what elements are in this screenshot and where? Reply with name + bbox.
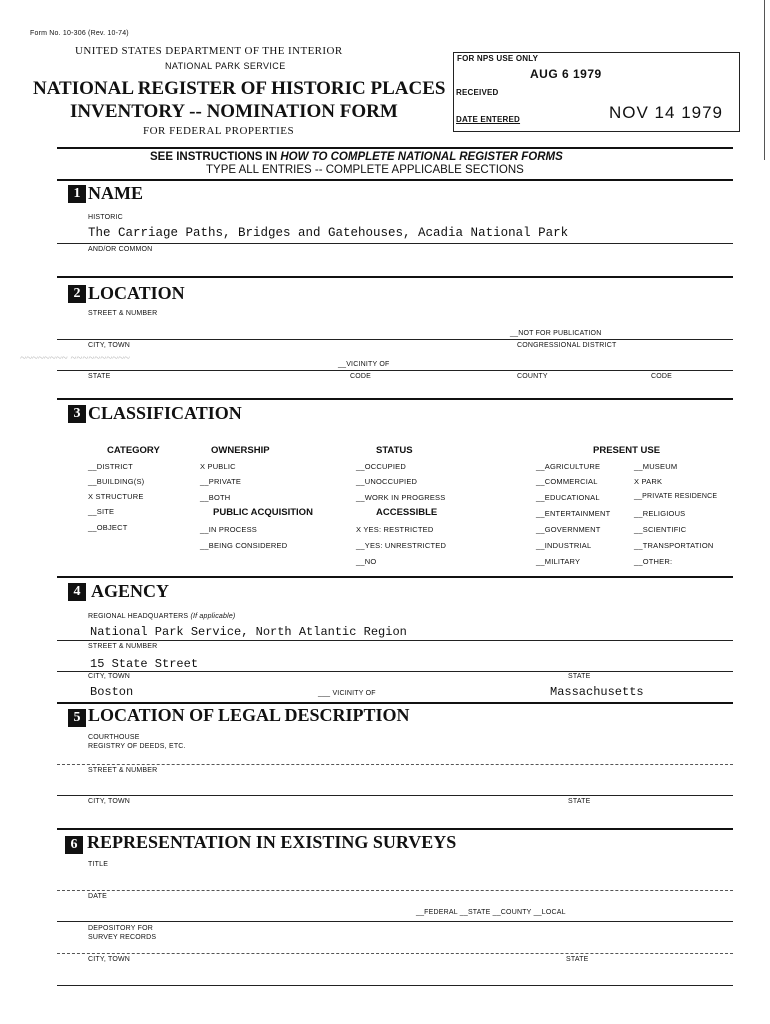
ownership-header: OWNERSHIP [211,445,270,456]
survey-level-options[interactable]: __FEDERAL __STATE __COUNTY __LOCAL [416,909,566,916]
regional-hq-text: REGIONAL HEADQUARTERS [88,613,189,620]
street-number-label-5: STREET & NUMBER [88,767,158,774]
regional-hq-label [88,613,235,620]
street-line-5 [57,795,733,796]
use-option[interactable]: __TRANSPORTATION [634,541,714,550]
use-option[interactable]: __INDUSTRIAL [536,541,592,550]
section-3-number: 3 [68,405,86,423]
use-option[interactable]: __ENTERTAINMENT [536,509,611,518]
state-label: STATE [88,373,111,380]
status-option[interactable]: __UNOCCUPIED [356,477,418,486]
acquisition-option[interactable]: __BEING CONSIDERED [200,541,288,550]
category-option[interactable]: __SITE [88,507,115,516]
section-4-rule [57,576,733,578]
instructions-reference: HOW TO COMPLETE NATIONAL REGISTER FORMS [280,151,563,163]
state-label-4: STATE [568,673,591,680]
nps-box-heading: FOR NPS USE ONLY [457,54,539,63]
use-option[interactable]: __SCIENTIFIC [634,525,687,534]
survey-date-line [57,921,733,922]
instructions-line-1 [150,151,563,163]
section-6-rule [57,828,733,830]
instructions-line-2: TYPE ALL ENTRIES -- COMPLETE APPLICABLE SECTIONS [206,164,524,176]
form-number: Form No. 10-306 (Rev. 10-74) [30,30,129,37]
state-label-6: STATE [566,956,589,963]
category-option[interactable]: __BUILDING(S) [88,477,145,486]
code-label: CODE [350,373,372,380]
form-subtitle: INVENTORY -- NOMINATION FORM [70,101,398,122]
category-option[interactable]: __OBJECT [88,523,128,532]
section-5-number: 5 [68,709,86,727]
vicinity-text: VICINITY OF [346,361,390,368]
category-option[interactable]: X STRUCTURE [88,492,144,501]
registry-label: REGISTRY OF DEEDS, ETC. [88,743,186,750]
section-1-title: NAME [88,183,143,203]
use-option[interactable]: __EDUCATIONAL [536,493,600,502]
received-stamp: AUG 6 1979 [530,67,602,81]
street-line-4 [57,671,733,672]
section-2-title: LOCATION [88,283,185,303]
not-for-publication-label: __NOT FOR PUBLICATION [510,330,602,337]
use-option[interactable]: __MUSEUM [634,462,678,471]
use-option[interactable]: X PARK [634,477,663,486]
city-town-label-5: CITY, TOWN [88,798,131,805]
faint-city-entry: ~~~~~~~~ ~~~~~~~~~~ [20,352,130,364]
use-option[interactable]: __OTHER: [634,557,673,566]
section-5-title: LOCATION OF LEGAL DESCRIPTION [88,705,410,725]
accessible-option[interactable]: __YES: UNRESTRICTED [356,541,447,550]
section-6-title: REPRESENTATION IN EXISTING SURVEYS [87,832,457,852]
street-line [57,339,733,340]
section-1-number: 1 [68,185,86,203]
city-town-label: CITY, TOWN [88,342,131,349]
street-number-label-4: STREET & NUMBER [88,643,158,650]
use-option[interactable]: __GOVERNMENT [536,525,601,534]
accessible-header: ACCESSIBLE [376,507,438,518]
section-3-title: CLASSIFICATION [88,403,242,423]
courthouse-label: COURTHOUSE [88,734,140,741]
form-scope: FOR FEDERAL PROPERTIES [143,125,295,137]
historic-name-field[interactable]: The Carriage Paths, Bridges and Gatehouses, Acadia National Park [88,226,569,240]
section-4-title: AGENCY [91,581,170,601]
vicinity-label: __VICINITY OF [338,361,390,368]
entered-stamp: NOV 14 1979 [609,103,724,122]
section-6-number: 6 [65,836,83,854]
category-header: CATEGORY [107,445,160,456]
street-number-label: STREET & NUMBER [88,310,158,317]
use-option[interactable]: __COMMERCIAL [536,477,598,486]
section-3-rule [57,398,733,400]
acquisition-option[interactable]: __IN PROCESS [200,525,258,534]
section-5-rule [57,702,733,704]
form-title: NATIONAL REGISTER OF HISTORIC PLACES [33,78,446,99]
city-field-4[interactable]: Boston [90,685,134,699]
county-label: COUNTY [517,373,548,380]
survey-title-line [57,890,733,891]
category-option[interactable]: __DISTRICT [88,462,133,471]
regional-hq-line [57,640,733,641]
header-rule [57,147,733,149]
city-town-label-4: CITY, TOWN [88,673,131,680]
use-option[interactable]: __AGRICULTURE [536,462,601,471]
section-2-rule [57,276,733,278]
depository-line [57,953,733,954]
depository-label-2: SURVEY RECORDS [88,934,157,941]
not-for-publication-text: NOT FOR PUBLICATION [518,330,602,337]
service-name: NATIONAL PARK SERVICE [165,61,286,71]
status-option[interactable]: __WORK IN PROGRESS [356,493,446,502]
ownership-option[interactable]: __PRIVATE [200,477,242,486]
city-town-label-6: CITY, TOWN [88,956,131,963]
section-4-number: 4 [68,583,86,601]
congressional-district-label: CONGRESSIONAL DISTRICT [517,342,617,349]
status-header: STATUS [376,445,413,456]
vicinity-text-4: VICINITY OF [332,690,376,697]
section-2-number: 2 [68,285,86,303]
common-label: AND/OR COMMON [88,246,153,253]
use-option[interactable]: __MILITARY [536,557,581,566]
nps-use-box [453,52,740,132]
registry-line [57,764,733,765]
received-label: RECEIVED [456,88,499,97]
accessible-option[interactable]: X YES: RESTRICTED [356,525,434,534]
public-acquisition-header: PUBLIC ACQUISITION [213,507,313,518]
ownership-option[interactable]: __BOTH [200,493,231,502]
historic-line [57,243,733,244]
historic-label: HISTORIC [88,214,123,221]
regional-hq-field[interactable]: National Park Service, North Atlantic Region [90,625,407,639]
survey-date-label: DATE [88,893,107,900]
use-option[interactable]: __PRIVATE RESIDENCE [634,493,718,500]
ownership-option[interactable]: X PUBLIC [200,462,236,471]
city-line [57,370,733,371]
use-option[interactable]: __RELIGIOUS [634,509,686,518]
county-code-label: CODE [651,373,673,380]
status-option[interactable]: __OCCUPIED [356,462,406,471]
section-1-rule [57,179,733,181]
street-field-4[interactable]: 15 State Street [90,657,199,671]
department-name: UNITED STATES DEPARTMENT OF THE INTERIOR [75,45,343,57]
instructions-text: SEE INSTRUCTIONS IN [150,151,281,163]
date-entered-label: DATE ENTERED [456,115,521,124]
state-field-4[interactable]: Massachusetts [550,685,644,699]
survey-title-label: TITLE [88,861,109,868]
page-edge-mark [764,0,765,160]
state-label-5: STATE [568,798,591,805]
bottom-rule [57,985,733,986]
present-use-header: PRESENT USE [593,445,661,456]
regional-hq-note: (If applicable) [190,613,236,620]
depository-label-1: DEPOSITORY FOR [88,925,154,932]
accessible-option[interactable]: __NO [356,557,377,566]
vicinity-label-4: ___ VICINITY OF [318,690,376,697]
